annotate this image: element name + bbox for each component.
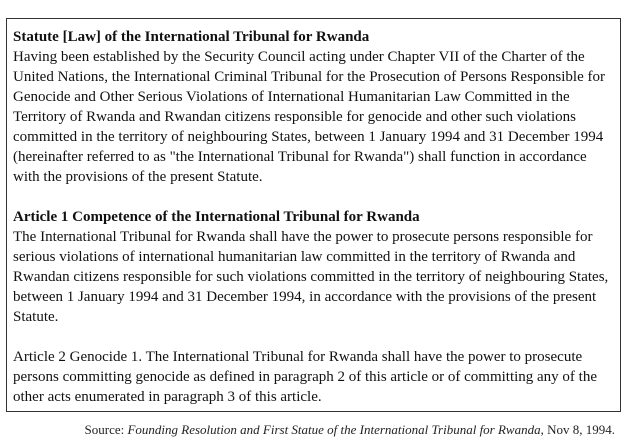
statute-preamble-text: Having been established by the Security Council acting under Chapter VII of the Charter of the United Nations, the International Criminal Tribunal for the Prosecution of Persons Responsible for Genocide and Other Serious Violations of International Humanitarian Law Committed in the Territory of Rwanda and Rwandan citizens responsible for genocide and other such violations committed in the territory of neighbouring States, between 1 January 1994 and 31 December 1994 (hereinafter referred to as "the International Tribunal for Rwanda") shall function in accordance with the provisions of the present Statute. <box>13 49 606 185</box>
statute-preamble-section <box>13 27 614 187</box>
article-2-text: 1. The International Tribunal for Rwanda shall have the power to prosecute persons committing genocide as defined in paragraph 2 of this article or of committing any of the other acts enumerated in paragraph 3 of this article. <box>13 349 598 405</box>
article-2-paragraph <box>13 347 614 407</box>
source-title: Founding Resolution and First Statue of the International Tribunal for Rwanda <box>127 422 541 437</box>
source-citation <box>85 421 615 439</box>
statute-excerpt-box <box>6 18 621 412</box>
article-2-section <box>13 347 614 407</box>
article-1-section <box>13 207 614 327</box>
article-2-heading: Article 2 Genocide <box>13 349 128 365</box>
article-1-heading: Article 1 Competence of the International Tribunal for Rwanda <box>13 209 420 225</box>
article-1-text: The International Tribunal for Rwanda shall have the power to prosecute persons responsible for serious violations of international humanitarian law committed in the territory of Rwanda and Rwandan citizens responsible for such violations committed in the territory of neighbouring States, between 1 January 1994 and 31 December 1994, in accordance with the provisions of the present Statute. <box>13 229 609 325</box>
source-date: , Nov 8, 1994. <box>540 422 615 437</box>
source-label: Source: <box>84 422 128 437</box>
statute-title: Statute [Law] of the International Tribunal for Rwanda <box>13 29 370 45</box>
